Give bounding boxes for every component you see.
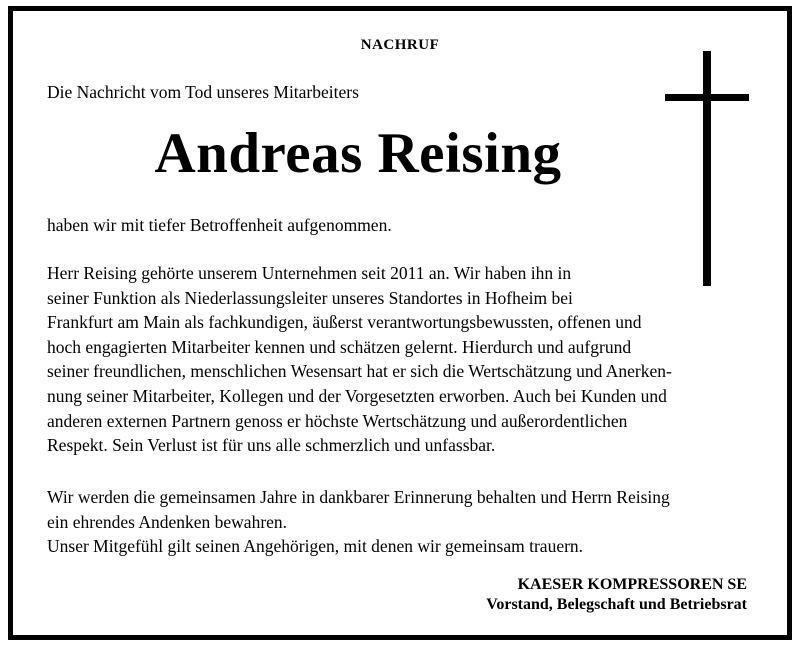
cross-horizontal-bar bbox=[665, 94, 749, 101]
closing-line: Wir werden die gemeinsamen Jahre in dankbarer Erinnerung behalten und Herrn Reising bbox=[47, 487, 670, 507]
company-name: KAESER KOMPRESSOREN SE bbox=[517, 576, 747, 593]
paragraph-line: Herr Reising gehörte unserem Unternehmen seit 2011 an. Wir haben ihn in bbox=[47, 263, 572, 283]
closing-paragraph bbox=[47, 485, 747, 559]
signatory-group: Vorstand, Belegschaft und Betriebsrat bbox=[486, 596, 747, 613]
intro-text: Die Nachricht vom Tod unseres Mitarbeiters bbox=[47, 82, 359, 102]
paragraph-line: anderen externen Partnern genoss er höchste Wertschätzung und außerordentlichen bbox=[47, 410, 628, 431]
obituary-frame bbox=[8, 6, 792, 640]
tribute-paragraph bbox=[47, 261, 727, 458]
paragraph-line: seiner Funktion als Niederlassungsleiter unseres Standortes in Hofheim bei bbox=[47, 287, 573, 308]
paragraph-line: hoch engagierten Mitarbeiter kennen und schätzen gelernt. Hierdurch und aufgrund bbox=[47, 336, 632, 357]
notice-heading: NACHRUF bbox=[360, 37, 440, 53]
cross-vertical-bar bbox=[703, 51, 711, 286]
paragraph-line: Respekt. Sein Verlust ist für uns alle schmerzlich und unfassbar. bbox=[47, 435, 496, 456]
deceased-name: Andreas Reising bbox=[154, 122, 562, 185]
paragraph-line: seiner freundlichen, menschlichen Wesensart hat er sich die Wertschätzung und Anerken- bbox=[47, 361, 672, 382]
signature-block bbox=[486, 575, 747, 615]
closing-line: Unser Mitgefühl gilt seinen Angehörigen, mit denen wir gemeinsam trauern. bbox=[47, 536, 584, 557]
paragraph-line: Frankfurt am Main als fachkundigen, äußerst verantwortungsbewussten, offenen und bbox=[47, 312, 642, 333]
paragraph-line: nung seiner Mitarbeiter, Kollegen und der Vorgesetzten erworben. Auch bei Kunden und bbox=[47, 385, 667, 406]
after-name-text: haben wir mit tiefer Betroffenheit aufgenommen. bbox=[47, 215, 392, 235]
closing-line: ein ehrendes Andenken bewahren. bbox=[47, 511, 288, 532]
